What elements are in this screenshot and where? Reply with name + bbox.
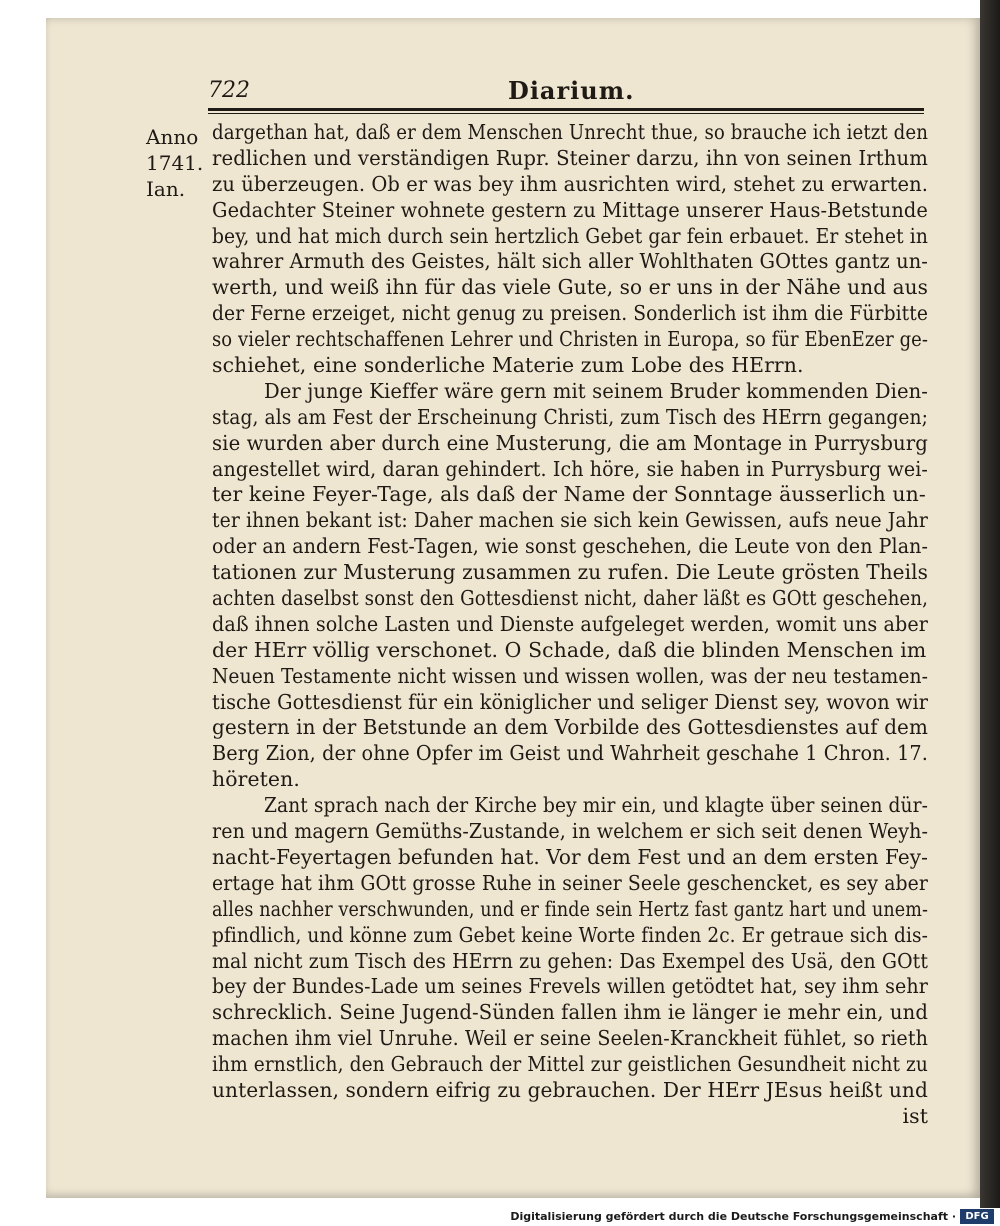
body-text (212, 120, 928, 1130)
text-line: achten daselbst sonst den Gottesdienst nicht, daher läßt es GOtt geschehen, (212, 586, 929, 611)
text-line: machen ihm viel Unruhe. Weil er seine Seelen-Kranckheit fühlet, so rieth (212, 1026, 929, 1051)
running-head: Diarium. (508, 76, 635, 105)
text-line: dargethan hat, daß er dem Menschen Unrecht thue, so brauche ich ietzt den (212, 120, 929, 144)
text-line: tische Gottesdienst für ein königlicher und seliger Dienst sey, wovon wir (212, 689, 929, 714)
text-line: so vieler rechtschaffenen Lehrer und Christen in Europa, so für EbenEzer ge- (212, 327, 929, 352)
text-line: pfindlich, und könne zum Gebet keine Worte finden 2c. Er getraue sich dis- (212, 922, 928, 947)
text-line: nacht-Feyertagen befunden hat. Vor dem Fest und an dem ersten Fey- (212, 844, 928, 869)
footer-bar (0, 1208, 1000, 1226)
text-line: ren und magern Gemüths-Zustande, in welchem er sich seit denen Weyh- (212, 819, 928, 844)
text-line: sie wurden aber durch eine Musterung, die am Montage in Purrysburg (212, 430, 928, 455)
catchword: ist (902, 1103, 928, 1128)
text-line: ertage hat ihm GOtt grosse Ruhe in seiner Seele geschencket, es sey aber (212, 870, 928, 895)
text-line: stag, als am Fest der Erscheinung Christi, zum Tisch des HErrn gegangen; (212, 404, 928, 429)
funding-credit: Digitalisierung gefördert durch die Deutsche Forschungsgemeinschaft · (510, 1210, 956, 1223)
text-line: tationen zur Musterung zusammen zu rufen. Die Leute grösten Theils (212, 560, 928, 585)
text-line: schrecklich. Seine Jugend-Sünden fallen ihm ie länger ie mehr ein, und (212, 1000, 929, 1025)
text-line: Berg Zion, der ohne Opfer im Geist und Wahrheit geschahe 1 Chron. 17. (212, 741, 928, 766)
text-line: daß ihnen solche Lasten und Dienste aufgeleget werden, womit uns aber (212, 611, 928, 636)
text-line: höreten. (212, 767, 300, 792)
margin-note-line: Anno (146, 125, 199, 149)
paragraph-start-line: Der junge Kieffer wäre gern mit seinem Bruder kommenden Dien- (264, 378, 929, 403)
paragraph-start-line: Zant sprach nach der Kirche bey mir ein, und klagte über seinen dür- (264, 793, 929, 818)
text-line: Gedachter Steiner wohnete gestern zu Mittage unserer Haus-Betstunde (212, 197, 928, 222)
text-line: unterlassen, sondern eifrig zu gebrauchen. Der HErr JEsus heißt und (212, 1077, 928, 1102)
text-line: wahrer Armuth des Geistes, hält sich aller Wohlthaten GOttes gantz un- (212, 249, 928, 274)
header-rule (208, 108, 924, 111)
text-line: bey, und hat mich durch sein hertzlich Gebet gar fein erbauet. Er stehet in (212, 223, 929, 248)
margin-note (146, 124, 212, 202)
text-line: ihm ernstlich, den Gebrauch der Mittel zur geistlichen Gesundheit nicht zu (212, 1052, 928, 1077)
text-line: zu überzeugen. Ob er was bey ihm ausrichten wird, stehet zu erwarten. (212, 171, 929, 196)
page-header (208, 70, 918, 106)
text-line: gestern in der Betstunde an dem Vorbilde des Gottesdienstes auf dem (212, 715, 928, 740)
text-line: ter ihnen bekant ist: Daher machen sie sich kein Gewissen, aufs neue Jahr (212, 508, 928, 533)
text-line: schiehet, eine sonderliche Materie zum Lobe des HErrn. (212, 353, 804, 378)
text-line: redlichen und verständigen Rupr. Steiner darzu, ihn von seinen Irthum (212, 145, 928, 170)
text-line: der Ferne erzeiget, nicht genug zu preisen. Sonderlich ist ihm die Fürbitte (212, 301, 929, 326)
margin-note-line: Ian. (146, 177, 186, 201)
page-edge (980, 0, 1000, 1210)
text-line: mal nicht zum Tisch des HErrn zu gehen: Das Exempel des Usä, den GOtt (212, 948, 929, 973)
text-line: ter keine Feyer-Tage, als daß der Name der Sonntage äusserlich un- (212, 482, 926, 507)
text-line: alles nachher verschwunden, und er finde sein Hertz fast gantz hart und unem- (212, 896, 929, 921)
page-number: 722 (208, 78, 250, 103)
text-line: bey der Bundes-Lade um seines Frevels willen getödtet hat, sey ihm sehr (212, 974, 928, 999)
dfg-logo: DFG (960, 1209, 994, 1224)
header-rule-thin (208, 113, 924, 114)
text-line: oder an andern Fest-Tagen, wie sonst geschehen, die Leute von den Plan- (212, 534, 928, 559)
text-line: werth, und weiß ihn für das viele Gute, so er uns in der Nähe und aus (212, 275, 928, 300)
text-line: Neuen Testamente nicht wissen und wissen wollen, was der neu testamen- (212, 663, 928, 688)
text-line: angestellet wird, daran gehindert. Ich höre, sie haben in Purrysburg wei- (212, 456, 928, 481)
margin-note-line: 1741. (146, 151, 204, 175)
text-line: der HErr völlig verschonet. O Schade, daß die blinden Menschen im (212, 637, 927, 662)
